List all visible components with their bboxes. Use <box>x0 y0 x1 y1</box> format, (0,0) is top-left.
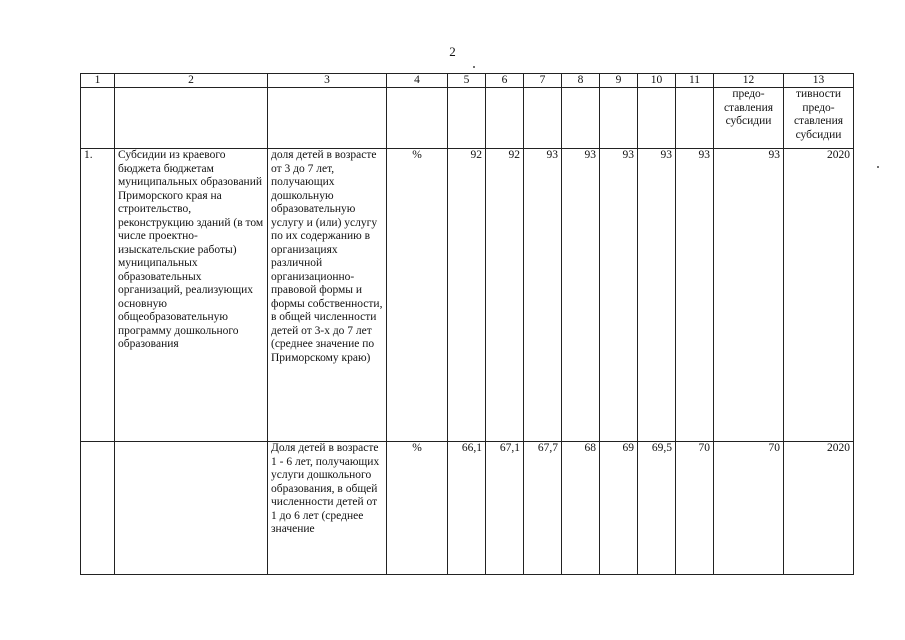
column-number: 8 <box>562 74 600 88</box>
value-cell: 69 <box>600 442 638 575</box>
value-cell: 70 <box>714 442 784 575</box>
value-cell: 92 <box>486 149 524 442</box>
table-row <box>81 149 854 442</box>
column-number: 10 <box>638 74 676 88</box>
column-number: 2 <box>115 74 268 88</box>
value-cell: 93 <box>676 149 714 442</box>
column-number: 1 <box>81 74 115 88</box>
value-cell: 93 <box>638 149 676 442</box>
value-cell: 68 <box>562 442 600 575</box>
subsidy-indicators-table <box>80 73 854 575</box>
header-cell-col13: тивности предо- ставления субсидии <box>784 88 854 149</box>
header-cell <box>387 88 448 149</box>
scan-speck <box>473 66 475 68</box>
value-cell: 93 <box>524 149 562 442</box>
year-cell: 2020 <box>784 442 854 575</box>
value-cell: 70 <box>676 442 714 575</box>
unit-cell: % <box>387 149 448 442</box>
page-number: 2 <box>449 44 456 59</box>
value-cell: 92 <box>448 149 486 442</box>
subsidy-name <box>115 442 268 575</box>
value-cell: 93 <box>562 149 600 442</box>
column-number: 5 <box>448 74 486 88</box>
value-cell: 67,1 <box>486 442 524 575</box>
value-cell: 69,5 <box>638 442 676 575</box>
column-number: 13 <box>784 74 854 88</box>
column-number: 12 <box>714 74 784 88</box>
unit-cell: % <box>387 442 448 575</box>
value-cell: 67,7 <box>524 442 562 575</box>
header-cell <box>268 88 387 149</box>
header-cell <box>600 88 638 149</box>
row-number: 1. <box>81 149 115 442</box>
value-cell: 66,1 <box>448 442 486 575</box>
column-number: 6 <box>486 74 524 88</box>
column-number: 4 <box>387 74 448 88</box>
header-cell <box>448 88 486 149</box>
header-continuation-row <box>81 88 854 149</box>
header-cell <box>81 88 115 149</box>
header-cell <box>562 88 600 149</box>
table-row <box>81 442 854 575</box>
column-number: 9 <box>600 74 638 88</box>
column-number: 7 <box>524 74 562 88</box>
year-cell: 2020 <box>784 149 854 442</box>
scan-speck <box>877 166 879 168</box>
value-cell: 93 <box>714 149 784 442</box>
header-cell <box>115 88 268 149</box>
header-cell <box>676 88 714 149</box>
column-number: 11 <box>676 74 714 88</box>
header-cell <box>524 88 562 149</box>
header-cell <box>486 88 524 149</box>
header-cell-col12: предо- ставления субсидии <box>714 88 784 149</box>
column-number: 3 <box>268 74 387 88</box>
indicator-text: Доля детей в возрасте 1 - 6 лет, получающих услуги дошкольного образования, в общей численности детей от 1 до 6 лет (среднее значение <box>268 442 387 575</box>
value-cell: 93 <box>600 149 638 442</box>
subsidy-name: Субсидии из краевого бюджета бюджетам муниципальных образований Приморского края на строительство, реконструкцию зданий (в том числе проектно-изыскательские работы) муниципальных образовательных организаций, реализующих основную общеобразовательную программу дошкольного образования <box>115 149 268 442</box>
row-number <box>81 442 115 575</box>
header-cell <box>638 88 676 149</box>
indicator-text: доля детей в возрасте от 3 до 7 лет, получающих дошкольную образовательную услугу и (или) услугу по их содержанию в организациях различной организационно-правовой формы и формы собственности, в общей численности детей от 3-х до 7 лет (среднее значение по Приморскому краю) <box>268 149 387 442</box>
column-number-row <box>81 74 854 88</box>
